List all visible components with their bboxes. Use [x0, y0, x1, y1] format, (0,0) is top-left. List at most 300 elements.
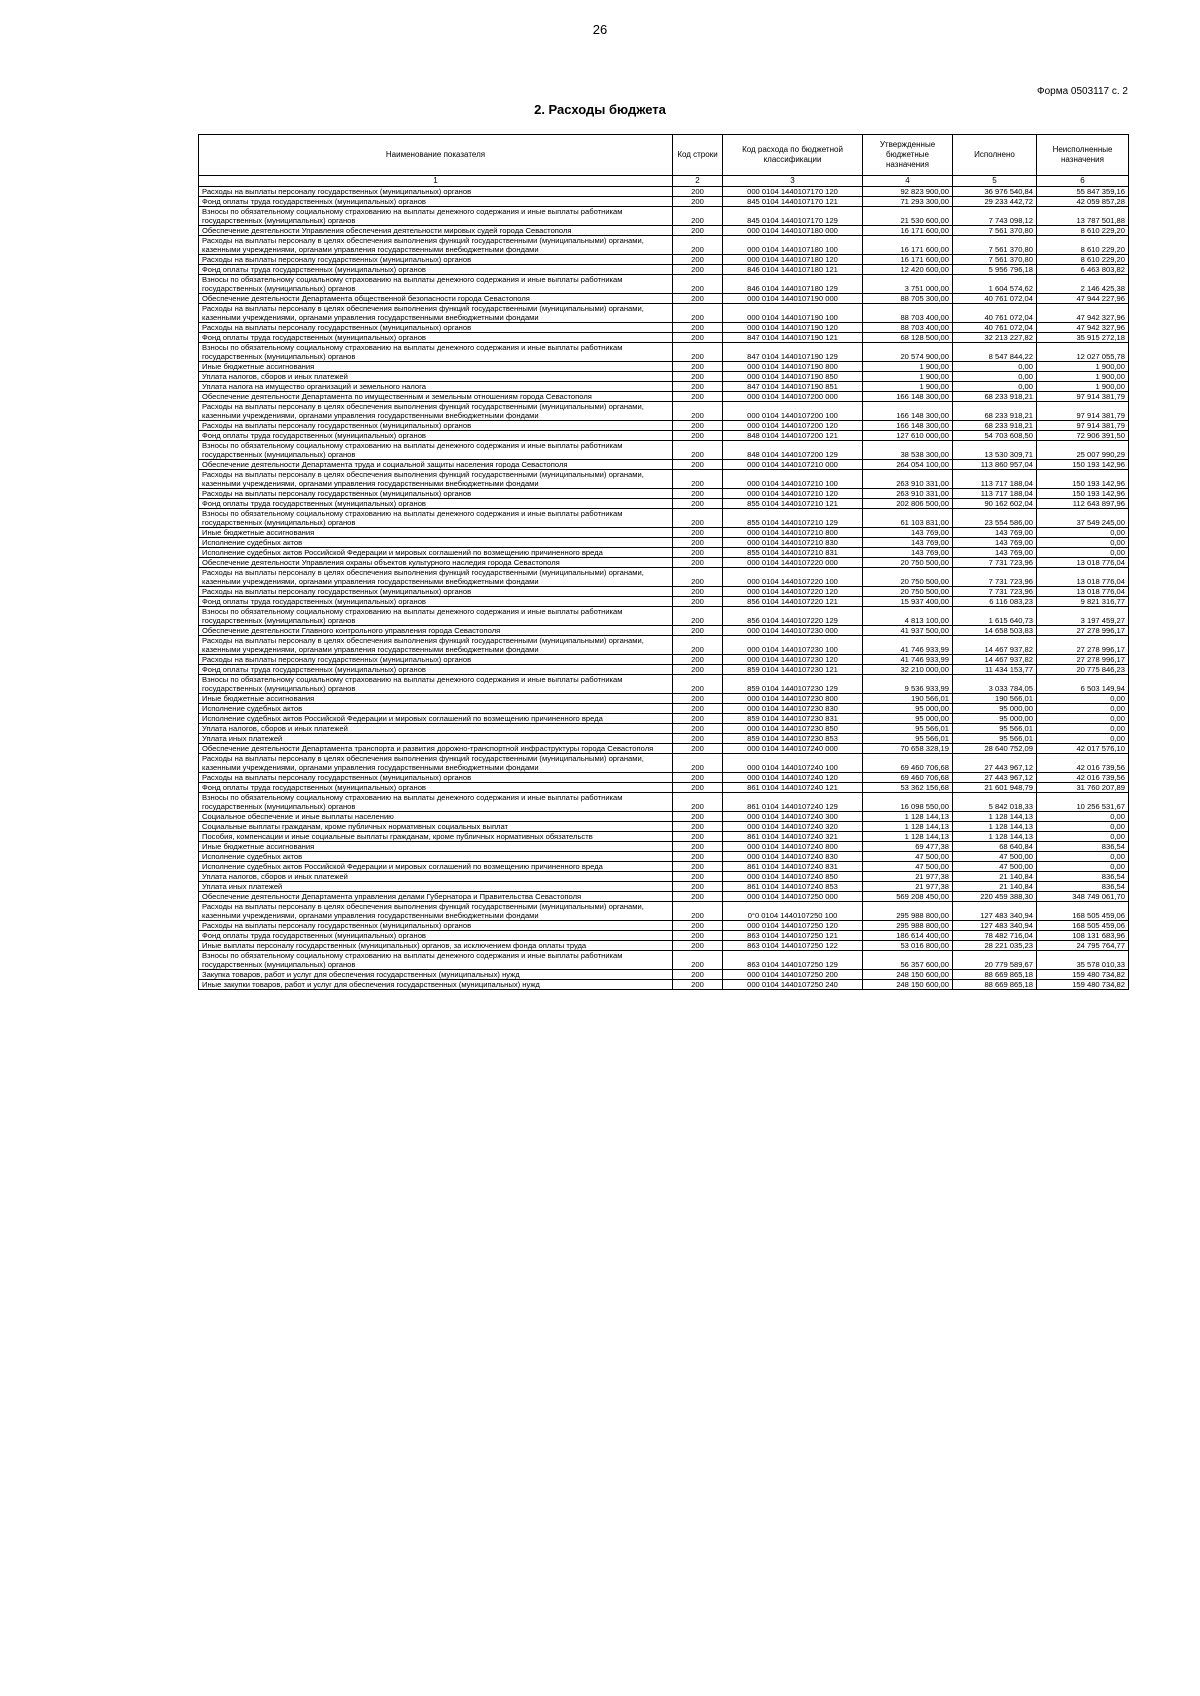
row-approved-amount: 61 103 831,00 — [863, 509, 953, 528]
row-line-code: 200 — [673, 852, 723, 862]
row-line-code: 200 — [673, 528, 723, 538]
row-unexecuted-amount: 0,00 — [1037, 538, 1129, 548]
row-unexecuted-amount: 35 578 010,33 — [1037, 951, 1129, 970]
row-line-code: 200 — [673, 197, 723, 207]
row-unexecuted-amount: 0,00 — [1037, 812, 1129, 822]
row-approved-amount: 21 977,38 — [863, 872, 953, 882]
header-name: Наименование показателя — [199, 135, 673, 176]
table-row — [199, 431, 1129, 441]
row-indicator-name: Пособия, компенсации и иные социальные выплаты гражданам, кроме публичных нормативных обязательств — [199, 832, 673, 842]
row-approved-amount: 41 746 933,99 — [863, 636, 953, 655]
row-indicator-name: Исполнение судебных актов — [199, 538, 673, 548]
row-line-code: 200 — [673, 941, 723, 951]
row-line-code: 200 — [673, 724, 723, 734]
row-approved-amount: 143 769,00 — [863, 538, 953, 548]
row-unexecuted-amount: 25 007 990,29 — [1037, 441, 1129, 460]
row-expense-code: 847 0104 1440107190 121 — [723, 333, 863, 343]
table-row — [199, 744, 1129, 754]
row-approved-amount: 166 148 300,00 — [863, 402, 953, 421]
row-line-code: 200 — [673, 392, 723, 402]
row-unexecuted-amount: 0,00 — [1037, 852, 1129, 862]
row-indicator-name: Взносы по обязательному социальному страхованию на выплаты денежного содержания и иные выплаты работникам государственных (муниципальных) органов — [199, 275, 673, 294]
row-indicator-name: Социальные выплаты гражданам, кроме публичных нормативных социальных выплат — [199, 822, 673, 832]
row-line-code: 200 — [673, 568, 723, 587]
row-approved-amount: 264 054 100,00 — [863, 460, 953, 470]
row-indicator-name: Исполнение судебных актов Российской Федерации и мировых соглашений по возмещению причиненного вреда — [199, 714, 673, 724]
row-indicator-name: Расходы на выплаты персоналу государственных (муниципальных) органов — [199, 323, 673, 333]
table-row — [199, 558, 1129, 568]
row-expense-code: 855 0104 1440107210 831 — [723, 548, 863, 558]
row-approved-amount: 186 614 400,00 — [863, 931, 953, 941]
row-indicator-name: Взносы по обязательному социальному страхованию на выплаты денежного содержания и иные выплаты работникам государственных (муниципальных) органов — [199, 951, 673, 970]
row-line-code: 200 — [673, 294, 723, 304]
row-indicator-name: Расходы на выплаты персоналу государственных (муниципальных) органов — [199, 655, 673, 665]
row-executed-amount: 68 640,84 — [953, 842, 1037, 852]
row-unexecuted-amount: 1 900,00 — [1037, 372, 1129, 382]
row-executed-amount: 40 761 072,04 — [953, 323, 1037, 333]
row-indicator-name: Иные выплаты персоналу государственных (муниципальных) органов, за исключением фонда оплаты труда — [199, 941, 673, 951]
row-unexecuted-amount: 47 944 227,96 — [1037, 294, 1129, 304]
row-executed-amount: 7 561 370,80 — [953, 255, 1037, 265]
row-indicator-name: Фонд оплаты труда государственных (муниципальных) органов — [199, 597, 673, 607]
row-line-code: 200 — [673, 704, 723, 714]
header-line-code: Код строки — [673, 135, 723, 176]
table-row — [199, 197, 1129, 207]
row-expense-code: 000 0104 1440107180 000 — [723, 226, 863, 236]
row-line-code: 200 — [673, 265, 723, 275]
row-approved-amount: 53 016 800,00 — [863, 941, 953, 951]
row-indicator-name: Социальное обеспечение и иные выплаты населению — [199, 812, 673, 822]
table-row — [199, 275, 1129, 294]
row-approved-amount: 69 460 706,68 — [863, 773, 953, 783]
row-unexecuted-amount: 0,00 — [1037, 548, 1129, 558]
row-approved-amount: 41 937 500,00 — [863, 626, 953, 636]
row-expense-code: 000 0104 1440107200 100 — [723, 402, 863, 421]
row-approved-amount: 248 150 600,00 — [863, 980, 953, 990]
row-line-code: 200 — [673, 754, 723, 773]
table-row — [199, 402, 1129, 421]
row-unexecuted-amount: 1 900,00 — [1037, 382, 1129, 392]
row-expense-code: 000 0104 1440107250 120 — [723, 921, 863, 931]
row-approved-amount: 1 900,00 — [863, 362, 953, 372]
row-executed-amount: 113 717 188,04 — [953, 470, 1037, 489]
row-indicator-name: Обеспечение деятельности Департамента транспорта и развития дорожно-транспортной инфраструктуры города Севастополя — [199, 744, 673, 754]
row-line-code: 200 — [673, 421, 723, 431]
row-approved-amount: 69 460 706,68 — [863, 754, 953, 773]
row-expense-code: 000 0104 1440107200 120 — [723, 421, 863, 431]
table-row — [199, 665, 1129, 675]
row-indicator-name: Фонд оплаты труда государственных (муниципальных) органов — [199, 265, 673, 275]
row-executed-amount: 1 128 144,13 — [953, 832, 1037, 842]
table-row — [199, 862, 1129, 872]
row-approved-amount: 38 538 300,00 — [863, 441, 953, 460]
row-approved-amount: 295 988 800,00 — [863, 902, 953, 921]
row-executed-amount: 27 443 967,12 — [953, 773, 1037, 783]
row-unexecuted-amount: 42 017 576,10 — [1037, 744, 1129, 754]
row-expense-code: 000 0104 1440107220 120 — [723, 587, 863, 597]
table-header-row — [199, 135, 1129, 176]
column-number-row — [199, 176, 1129, 187]
table-row — [199, 655, 1129, 665]
table-row — [199, 951, 1129, 970]
row-expense-code: 000 0104 1440107210 830 — [723, 538, 863, 548]
row-indicator-name: Исполнение судебных актов Российской Федерации и мировых соглашений по возмещению причиненного вреда — [199, 548, 673, 558]
row-expense-code: 000 0104 1440107190 850 — [723, 372, 863, 382]
row-approved-amount: 1 900,00 — [863, 382, 953, 392]
row-unexecuted-amount: 12 027 055,78 — [1037, 343, 1129, 362]
row-executed-amount: 1 128 144,13 — [953, 812, 1037, 822]
row-indicator-name: Фонд оплаты труда государственных (муниципальных) органов — [199, 931, 673, 941]
row-indicator-name: Исполнение судебных актов — [199, 852, 673, 862]
row-indicator-name: Расходы на выплаты персоналу в целях обеспечения выполнения функций государственными (муниципальными) органами, казенными учреждениями, органами управления государственными внебюджетными фондами — [199, 902, 673, 921]
row-expense-code: 000 0104 1440107210 800 — [723, 528, 863, 538]
row-line-code: 200 — [673, 323, 723, 333]
row-executed-amount: 1 615 640,73 — [953, 607, 1037, 626]
form-code: Форма 0503117 с. 2 — [1036, 86, 1128, 97]
row-unexecuted-amount: 0,00 — [1037, 724, 1129, 734]
row-approved-amount: 95 566,01 — [863, 724, 953, 734]
table-row — [199, 509, 1129, 528]
row-indicator-name: Уплата налога на имущество организаций и земельного налога — [199, 382, 673, 392]
row-expense-code: 856 0104 1440107220 121 — [723, 597, 863, 607]
row-expense-code: 000 0104 1440107230 000 — [723, 626, 863, 636]
row-line-code: 200 — [673, 548, 723, 558]
row-unexecuted-amount: 55 847 359,16 — [1037, 187, 1129, 197]
page-title: 2. Расходы бюджета — [534, 102, 666, 117]
header-approved: Утвержденные бюджетные назначения — [863, 135, 953, 176]
row-unexecuted-amount: 27 278 996,17 — [1037, 626, 1129, 636]
row-indicator-name: Расходы на выплаты персоналу в целях обеспечения выполнения функций государственными (муниципальными) органами, казенными учреждениями, органами управления государственными внебюджетными фондами — [199, 636, 673, 655]
row-unexecuted-amount: 2 146 425,38 — [1037, 275, 1129, 294]
row-line-code: 200 — [673, 694, 723, 704]
row-expense-code: 000 0104 1440107240 800 — [723, 842, 863, 852]
row-executed-amount: 7 561 370,80 — [953, 226, 1037, 236]
row-approved-amount: 127 610 000,00 — [863, 431, 953, 441]
row-expense-code: 000 0104 1440107170 120 — [723, 187, 863, 197]
table-body — [199, 187, 1129, 990]
row-approved-amount: 70 658 328,19 — [863, 744, 953, 754]
row-indicator-name: Обеспечение деятельности Департамента по имущественным и земельным отношениям города Севастополя — [199, 392, 673, 402]
row-expense-code: 847 0104 1440107190 129 — [723, 343, 863, 362]
row-indicator-name: Обеспечение деятельности Департамента управления делами Губернатора и Правительства Севастополя — [199, 892, 673, 902]
row-line-code: 200 — [673, 783, 723, 793]
table-row — [199, 902, 1129, 921]
row-expense-code: 000 0104 1440107220 100 — [723, 568, 863, 587]
row-line-code: 200 — [673, 951, 723, 970]
row-indicator-name: Фонд оплаты труда государственных (муниципальных) органов — [199, 197, 673, 207]
table-row — [199, 921, 1129, 931]
row-line-code: 200 — [673, 714, 723, 724]
page-number: 26 — [592, 22, 608, 37]
table-row — [199, 793, 1129, 812]
row-executed-amount: 14 467 937,82 — [953, 636, 1037, 655]
row-unexecuted-amount: 6 463 803,82 — [1037, 265, 1129, 275]
row-unexecuted-amount: 112 643 897,96 — [1037, 499, 1129, 509]
table-row — [199, 333, 1129, 343]
row-approved-amount: 1 128 144,13 — [863, 832, 953, 842]
row-line-code: 200 — [673, 793, 723, 812]
table-row — [199, 714, 1129, 724]
row-indicator-name: Взносы по обязательному социальному страхованию на выплаты денежного содержания и иные выплаты работникам государственных (муниципальных) органов — [199, 343, 673, 362]
row-expense-code: 000 0104 1440107210 120 — [723, 489, 863, 499]
row-executed-amount: 5 842 018,33 — [953, 793, 1037, 812]
row-line-code: 200 — [673, 275, 723, 294]
row-indicator-name: Расходы на выплаты персоналу государственных (муниципальных) органов — [199, 587, 673, 597]
row-approved-amount: 20 750 500,00 — [863, 587, 953, 597]
row-expense-code: 846 0104 1440107180 121 — [723, 265, 863, 275]
row-approved-amount: 569 208 450,00 — [863, 892, 953, 902]
row-line-code: 200 — [673, 970, 723, 980]
row-approved-amount: 1 128 144,13 — [863, 822, 953, 832]
row-executed-amount: 13 530 309,71 — [953, 441, 1037, 460]
row-executed-amount: 11 434 153,77 — [953, 665, 1037, 675]
row-line-code: 200 — [673, 675, 723, 694]
row-unexecuted-amount: 0,00 — [1037, 822, 1129, 832]
row-executed-amount: 190 566,01 — [953, 694, 1037, 704]
row-approved-amount: 32 210 000,00 — [863, 665, 953, 675]
row-executed-amount: 14 467 937,82 — [953, 655, 1037, 665]
row-expense-code: 863 0104 1440107250 129 — [723, 951, 863, 970]
row-expense-code: 000 0104 1440107240 320 — [723, 822, 863, 832]
row-unexecuted-amount: 24 795 764,77 — [1037, 941, 1129, 951]
table-row — [199, 852, 1129, 862]
table-row — [199, 255, 1129, 265]
table-row — [199, 754, 1129, 773]
row-unexecuted-amount: 6 503 149,94 — [1037, 675, 1129, 694]
table-row — [199, 872, 1129, 882]
row-line-code: 200 — [673, 744, 723, 754]
row-line-code: 200 — [673, 255, 723, 265]
row-approved-amount: 16 171 600,00 — [863, 226, 953, 236]
row-expense-code: 000 0104 1440107250 000 — [723, 892, 863, 902]
row-executed-amount: 88 669 865,18 — [953, 980, 1037, 990]
table-row — [199, 724, 1129, 734]
table-row — [199, 941, 1129, 951]
row-line-code: 200 — [673, 382, 723, 392]
row-line-code: 200 — [673, 931, 723, 941]
table-row — [199, 441, 1129, 460]
table-row — [199, 980, 1129, 990]
row-indicator-name: Расходы на выплаты персоналу в целях обеспечения выполнения функций государственными (муниципальными) органами, казенными учреждениями, органами управления государственными внебюджетными фондами — [199, 402, 673, 421]
row-executed-amount: 21 140,84 — [953, 872, 1037, 882]
row-expense-code: 863 0104 1440107250 122 — [723, 941, 863, 951]
row-unexecuted-amount: 13 018 776,04 — [1037, 587, 1129, 597]
row-expense-code: 000 0104 1440107230 830 — [723, 704, 863, 714]
row-approved-amount: 95 566,01 — [863, 734, 953, 744]
table-row — [199, 626, 1129, 636]
row-indicator-name: Обеспечение деятельности Департамента труда и социальной защиты населения города Севастополя — [199, 460, 673, 470]
row-expense-code: 000 0104 1440107180 120 — [723, 255, 863, 265]
row-unexecuted-amount: 42 059 857,28 — [1037, 197, 1129, 207]
row-expense-code: 000 0104 1440107230 800 — [723, 694, 863, 704]
header-executed: Исполнено — [953, 135, 1037, 176]
row-indicator-name: Исполнение судебных актов Российской Федерации и мировых соглашений по возмещению причиненного вреда — [199, 862, 673, 872]
row-line-code: 200 — [673, 499, 723, 509]
table-row — [199, 842, 1129, 852]
row-executed-amount: 36 976 540,84 — [953, 187, 1037, 197]
row-expense-code: 000 0104 1440107240 000 — [723, 744, 863, 754]
row-expense-code: 847 0104 1440107190 851 — [723, 382, 863, 392]
row-executed-amount: 0,00 — [953, 372, 1037, 382]
row-unexecuted-amount: 13 787 501,88 — [1037, 207, 1129, 226]
row-expense-code: 859 0104 1440107230 853 — [723, 734, 863, 744]
row-expense-code: 000 0104 1440107240 850 — [723, 872, 863, 882]
table-row — [199, 587, 1129, 597]
row-approved-amount: 202 806 500,00 — [863, 499, 953, 509]
row-executed-amount: 21 140,84 — [953, 882, 1037, 892]
row-unexecuted-amount: 0,00 — [1037, 704, 1129, 714]
row-unexecuted-amount: 150 193 142,96 — [1037, 489, 1129, 499]
column-number: 2 — [673, 176, 723, 187]
row-executed-amount: 28 221 035,23 — [953, 941, 1037, 951]
row-expense-code: 000 0104 1440107230 100 — [723, 636, 863, 655]
row-executed-amount: 14 658 503,83 — [953, 626, 1037, 636]
table-row — [199, 548, 1129, 558]
row-approved-amount: 71 293 300,00 — [863, 197, 953, 207]
row-unexecuted-amount: 0,00 — [1037, 832, 1129, 842]
row-executed-amount: 40 761 072,04 — [953, 294, 1037, 304]
table-row — [199, 343, 1129, 362]
row-expense-code: 000 0104 1440107190 120 — [723, 323, 863, 333]
row-unexecuted-amount: 27 278 996,17 — [1037, 636, 1129, 655]
row-expense-code: 000 0104 1440107190 000 — [723, 294, 863, 304]
table-row — [199, 226, 1129, 236]
table-row — [199, 636, 1129, 655]
row-indicator-name: Уплата налогов, сборов и иных платежей — [199, 724, 673, 734]
row-indicator-name: Уплата налогов, сборов и иных платежей — [199, 872, 673, 882]
row-line-code: 200 — [673, 980, 723, 990]
table-row — [199, 499, 1129, 509]
row-approved-amount: 4 813 100,00 — [863, 607, 953, 626]
row-expense-code: 861 0104 1440107240 853 — [723, 882, 863, 892]
column-number: 4 — [863, 176, 953, 187]
table-row — [199, 892, 1129, 902]
row-indicator-name: Расходы на выплаты персоналу государственных (муниципальных) органов — [199, 255, 673, 265]
row-indicator-name: Исполнение судебных актов — [199, 704, 673, 714]
row-indicator-name: Иные бюджетные ассигнования — [199, 694, 673, 704]
row-unexecuted-amount: 97 914 381,79 — [1037, 421, 1129, 431]
row-executed-amount: 47 500,00 — [953, 862, 1037, 872]
row-indicator-name: Взносы по обязательному социальному страхованию на выплаты денежного содержания и иные выплаты работникам государственных (муниципальных) органов — [199, 509, 673, 528]
table-row — [199, 694, 1129, 704]
row-approved-amount: 21 530 600,00 — [863, 207, 953, 226]
row-indicator-name: Расходы на выплаты персоналу в целях обеспечения выполнения функций государственными (муниципальными) органами, казенными учреждениями, органами управления государственными внебюджетными фондами — [199, 470, 673, 489]
row-indicator-name: Взносы по обязательному социальному страхованию на выплаты денежного содержания и иные выплаты работникам государственных (муниципальных) органов — [199, 441, 673, 460]
row-line-code: 200 — [673, 558, 723, 568]
row-executed-amount: 90 162 602,04 — [953, 499, 1037, 509]
row-unexecuted-amount: 42 016 739,56 — [1037, 773, 1129, 783]
row-expense-code: 848 0104 1440107200 129 — [723, 441, 863, 460]
row-executed-amount: 88 669 865,18 — [953, 970, 1037, 980]
row-indicator-name: Уплата иных платежей — [199, 882, 673, 892]
row-unexecuted-amount: 836,54 — [1037, 882, 1129, 892]
row-expense-code: 000 0104 1440107250 200 — [723, 970, 863, 980]
row-expense-code: 855 0104 1440107210 121 — [723, 499, 863, 509]
row-executed-amount: 6 116 083,23 — [953, 597, 1037, 607]
row-expense-code: 0°0 0104 1440107250 100 — [723, 902, 863, 921]
row-approved-amount: 21 977,38 — [863, 882, 953, 892]
row-unexecuted-amount: 97 914 381,79 — [1037, 402, 1129, 421]
row-approved-amount: 263 910 331,00 — [863, 470, 953, 489]
row-approved-amount: 1 128 144,13 — [863, 812, 953, 822]
row-unexecuted-amount: 168 505 459,06 — [1037, 902, 1129, 921]
row-line-code: 200 — [673, 822, 723, 832]
row-unexecuted-amount: 0,00 — [1037, 714, 1129, 724]
table-row — [199, 704, 1129, 714]
row-approved-amount: 3 751 000,00 — [863, 275, 953, 294]
row-line-code: 200 — [673, 431, 723, 441]
row-line-code: 200 — [673, 734, 723, 744]
column-number: 6 — [1037, 176, 1129, 187]
row-executed-amount: 7 731 723,96 — [953, 587, 1037, 597]
row-expense-code: 000 0104 1440107250 240 — [723, 980, 863, 990]
row-line-code: 200 — [673, 226, 723, 236]
row-line-code: 200 — [673, 372, 723, 382]
row-unexecuted-amount: 13 018 776,04 — [1037, 568, 1129, 587]
row-expense-code: 859 0104 1440107230 831 — [723, 714, 863, 724]
row-expense-code: 856 0104 1440107220 129 — [723, 607, 863, 626]
row-approved-amount: 20 750 500,00 — [863, 558, 953, 568]
row-line-code: 200 — [673, 460, 723, 470]
row-expense-code: 000 0104 1440107220 000 — [723, 558, 863, 568]
row-approved-amount: 88 703 400,00 — [863, 323, 953, 333]
row-executed-amount: 1 128 144,13 — [953, 822, 1037, 832]
row-expense-code: 845 0104 1440107170 121 — [723, 197, 863, 207]
row-executed-amount: 113 860 957,04 — [953, 460, 1037, 470]
row-indicator-name: Обеспечение деятельности Департамента общественной безопасности города Севастополя — [199, 294, 673, 304]
row-executed-amount: 1 604 574,62 — [953, 275, 1037, 294]
row-executed-amount: 95 000,00 — [953, 714, 1037, 724]
row-approved-amount: 16 171 600,00 — [863, 255, 953, 265]
row-executed-amount: 68 233 918,21 — [953, 402, 1037, 421]
row-unexecuted-amount: 72 906 391,50 — [1037, 431, 1129, 441]
row-indicator-name: Фонд оплаты труда государственных (муниципальных) органов — [199, 665, 673, 675]
table-row — [199, 489, 1129, 499]
row-line-code: 200 — [673, 882, 723, 892]
row-approved-amount: 295 988 800,00 — [863, 921, 953, 931]
row-line-code: 200 — [673, 607, 723, 626]
row-expense-code: 000 0104 1440107240 120 — [723, 773, 863, 783]
row-executed-amount: 68 233 918,21 — [953, 392, 1037, 402]
row-indicator-name: Расходы на выплаты персоналу государственных (муниципальных) органов — [199, 773, 673, 783]
table-row — [199, 187, 1129, 197]
table-row — [199, 538, 1129, 548]
row-expense-code: 848 0104 1440107200 121 — [723, 431, 863, 441]
row-unexecuted-amount: 836,54 — [1037, 842, 1129, 852]
table-row — [199, 265, 1129, 275]
row-unexecuted-amount: 1 900,00 — [1037, 362, 1129, 372]
row-indicator-name: Закупка товаров, работ и услуг для обеспечения государственных (муниципальных) нужд — [199, 970, 673, 980]
row-approved-amount: 16 098 550,00 — [863, 793, 953, 812]
row-line-code: 200 — [673, 362, 723, 372]
table-row — [199, 207, 1129, 226]
row-indicator-name: Уплата иных платежей — [199, 734, 673, 744]
row-expense-code: 859 0104 1440107230 129 — [723, 675, 863, 694]
row-line-code: 200 — [673, 470, 723, 489]
row-indicator-name: Фонд оплаты труда государственных (муниципальных) органов — [199, 783, 673, 793]
row-unexecuted-amount: 159 480 734,82 — [1037, 980, 1129, 990]
table-row — [199, 392, 1129, 402]
table-row — [199, 783, 1129, 793]
row-approved-amount: 248 150 600,00 — [863, 970, 953, 980]
header-expense-code: Код расхода по бюджетной классификации — [723, 135, 863, 176]
table-row — [199, 970, 1129, 980]
row-unexecuted-amount: 0,00 — [1037, 528, 1129, 538]
row-executed-amount: 5 956 796,18 — [953, 265, 1037, 275]
row-approved-amount: 68 128 500,00 — [863, 333, 953, 343]
row-unexecuted-amount: 20 775 846,23 — [1037, 665, 1129, 675]
row-unexecuted-amount: 0,00 — [1037, 734, 1129, 744]
